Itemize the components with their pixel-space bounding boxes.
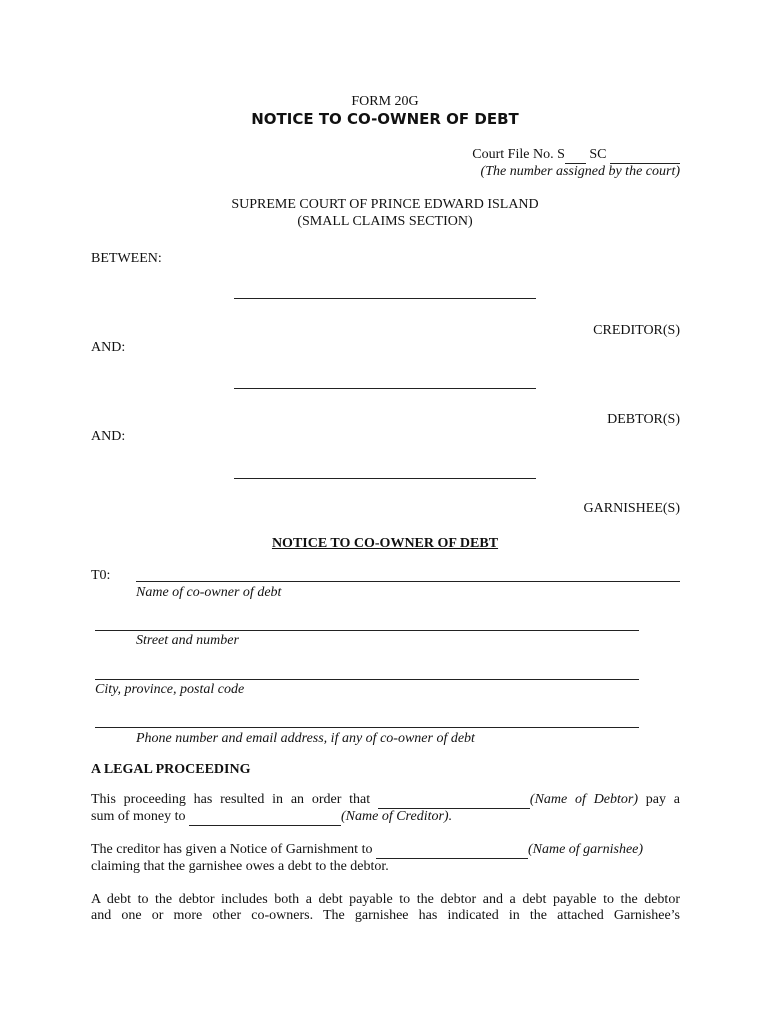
garnishee-name-blank[interactable]	[376, 842, 528, 859]
notice-heading: NOTICE TO CO-OWNER OF DEBT	[271, 536, 499, 551]
debtor-name-hint: (Name of Debtor)	[529, 792, 639, 807]
debtor-label: DEBTOR(S)	[607, 412, 680, 427]
paragraph-order-line-2	[91, 809, 680, 826]
garnishee-label: GARNISHEE(S)	[583, 501, 680, 516]
debtor-name-line[interactable]	[234, 388, 536, 389]
paragraph-debt	[91, 892, 680, 924]
court-file-blank-1[interactable]	[565, 147, 586, 164]
debtor-name-blank[interactable]	[378, 792, 530, 809]
co-owner-name-caption: Name of co-owner of debt	[136, 585, 282, 600]
street-line[interactable]	[95, 630, 639, 631]
creditor-name-blank[interactable]	[189, 809, 341, 826]
legal-heading: A LEGAL PROCEEDING	[91, 762, 251, 777]
order-text-c: pay a	[645, 792, 681, 807]
creditor-name-hint: (Name of Creditor).	[341, 809, 453, 824]
court-file-blank-2[interactable]	[610, 147, 680, 164]
form-number: FORM 20G	[351, 94, 419, 109]
and-label-1: AND:	[91, 340, 126, 355]
street-caption: Street and number	[136, 633, 239, 648]
co-owner-name-line[interactable]	[136, 581, 680, 582]
creditor-label: CREDITOR(S)	[593, 323, 680, 338]
court-file-note: (The number assigned by the court)	[480, 164, 680, 179]
creditor-name-line[interactable]	[234, 298, 536, 299]
and-label-2: AND:	[91, 429, 126, 444]
paragraph-garnishment-line-2: claiming that the garnishee owes a debt to the debtor.	[91, 859, 389, 874]
order-text-a: This proceeding has resulted in an order that	[91, 792, 371, 807]
garnishee-name-line[interactable]	[234, 478, 536, 479]
garnishment-text-a: The creditor has given a Notice of Garnishment to	[91, 842, 373, 857]
between-label: BETWEEN:	[91, 251, 162, 266]
paragraph-order	[91, 792, 680, 826]
paragraph-debt-line-1: A debt to the debtor includes both a debt payable to the debtor and a debt payable to the debtor	[91, 892, 680, 907]
court-file-sc: SC	[589, 147, 607, 162]
court-file-number	[472, 147, 680, 164]
paragraph-debt-line-2: and one or more other co-owners. The garnishee has indicated in the attached Garnishee’s	[91, 908, 680, 923]
garnishee-name-hint: (Name of garnishee)	[527, 842, 644, 857]
phone-caption: Phone number and email address, if any of co-owner of debt	[136, 731, 475, 746]
paragraph-garnishment-line-1	[91, 842, 680, 859]
city-line[interactable]	[95, 679, 639, 680]
court-file-label: Court File No. S	[472, 147, 565, 162]
phone-line[interactable]	[95, 727, 639, 728]
court-name: SUPREME COURT OF PRINCE EDWARD ISLAND	[231, 197, 539, 212]
to-label: T0:	[91, 568, 111, 583]
court-section: (SMALL CLAIMS SECTION)	[297, 214, 473, 229]
form-title: NOTICE TO CO-OWNER OF DEBT	[251, 110, 519, 128]
paragraph-garnishment	[91, 842, 680, 875]
order-text-d: sum of money to	[91, 809, 186, 824]
city-caption: City, province, postal code	[95, 682, 245, 697]
paragraph-order-line-1	[91, 792, 680, 809]
